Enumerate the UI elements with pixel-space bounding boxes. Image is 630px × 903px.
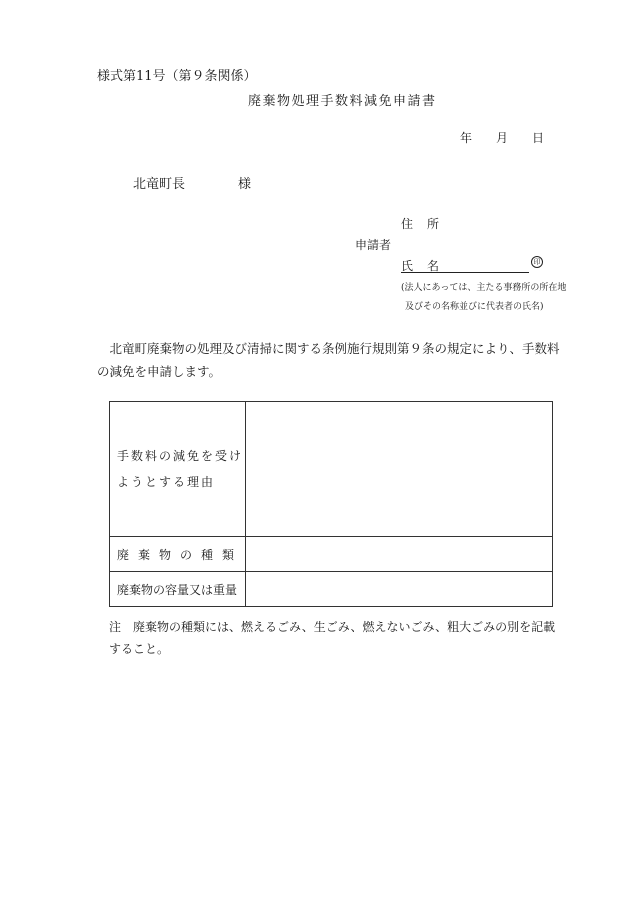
footnote: 注 廃棄物の種類には、燃えるごみ、生ごみ、燃えないごみ、粗大ごみの別を記載すること。 (109, 620, 556, 656)
seal-mark: 印 (531, 256, 543, 268)
date-year-label: 年 (460, 131, 473, 145)
reason-label-line1: 手数料の減免を受け (117, 449, 244, 463)
honorific: 様 (238, 177, 252, 192)
waste-type-label: 廃棄物の種類 (117, 547, 244, 562)
corporate-note-line2: 及びその名称並びに代表者の氏名) (405, 302, 544, 312)
reason-label-cell (110, 402, 246, 537)
name-label: 氏名 (401, 259, 454, 273)
waste-type-label-cell (110, 537, 246, 572)
application-statement: 北竜町廃棄物の処理及び清掃に関する条例施行規則第９条の規定により、手数料の減免を申請します。 (97, 341, 560, 379)
reason-field[interactable] (246, 402, 553, 537)
waste-type-field[interactable] (246, 537, 553, 572)
date-day-label: 日 (532, 131, 545, 145)
name-signature-line[interactable] (401, 272, 529, 273)
waste-quantity-label: 廃棄物の容量又は重量 (117, 582, 238, 597)
corporate-note-line1: (法人にあっては、主たる事務所の所在地 (401, 283, 567, 293)
waste-quantity-field[interactable] (246, 572, 553, 607)
address-label: 住所 (401, 217, 454, 231)
addressee: 北竜町長 (133, 177, 186, 192)
form-number: 様式第11号（第９条関係） (97, 69, 257, 84)
application-table (109, 401, 553, 607)
date-month-label: 月 (496, 131, 509, 145)
waste-type-row (110, 537, 553, 572)
waste-quantity-row (110, 572, 553, 607)
reason-label-line2: ようとする理由 (117, 475, 216, 489)
reason-row (110, 402, 553, 537)
applicant-label: 申請者 (355, 238, 392, 252)
document-title: 廃棄物処理手数料減免申請書 (248, 94, 437, 109)
waste-quantity-label-cell (110, 572, 246, 607)
